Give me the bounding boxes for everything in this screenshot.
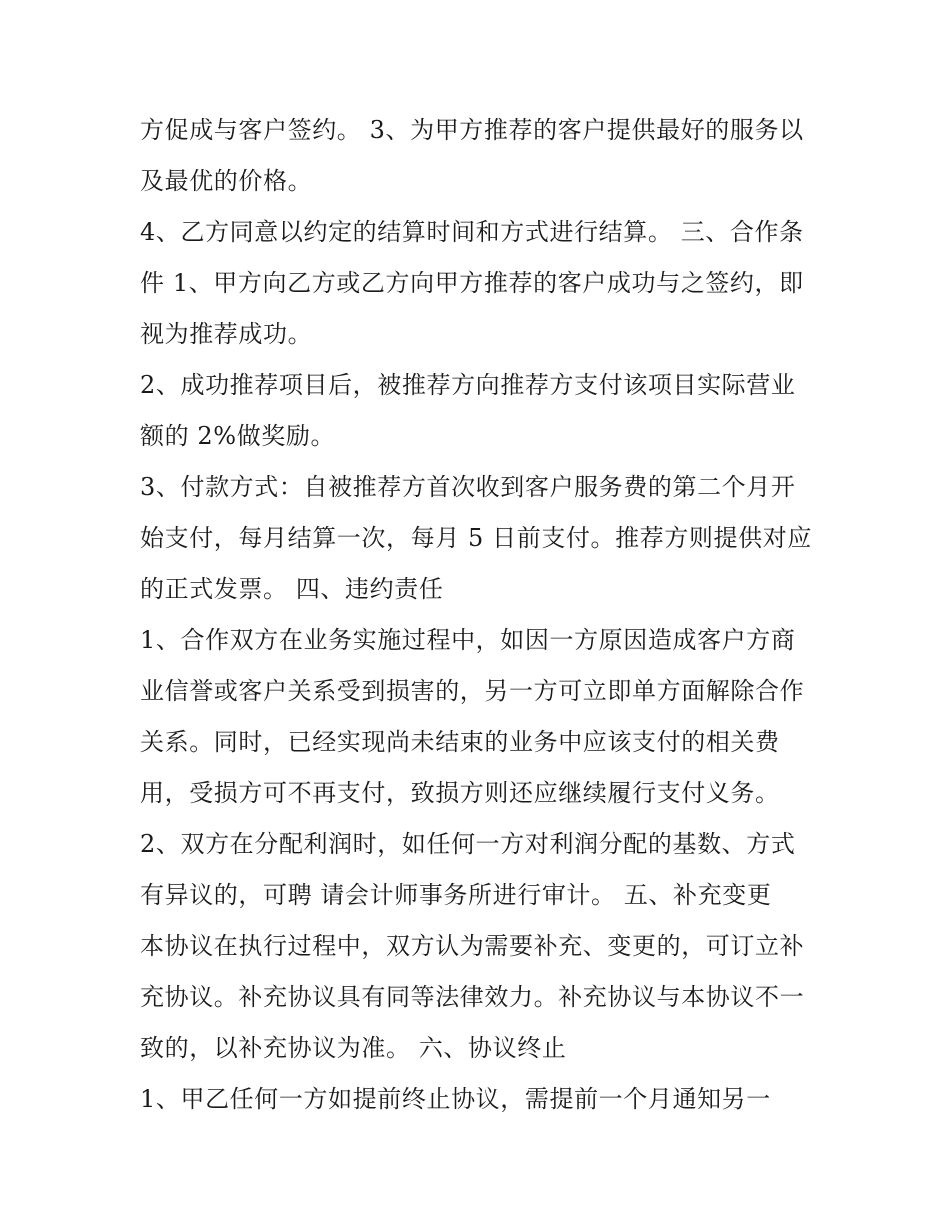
text-line: 2、成功推荐项目后，被推荐方向推荐方支付该项目实际营业 [140, 371, 796, 399]
text-line: 及最优的价格。 [140, 167, 313, 195]
text-line: 关系。同时，已经实现尚未结束的业务中应该支付的相关费 [140, 728, 780, 756]
text-line: 始支付，每月结算一次，每月 5 日前支付。推荐方则提供对应 [140, 524, 812, 552]
text-line: 业信誉或客户关系受到损害的，另一方可立即单方面解除合作 [140, 677, 805, 705]
text-line: 1、甲乙任何一方如提前终止协议，需提前一个月通知另一 [140, 1085, 771, 1113]
text-line: 的正式发票。 四、违约责任 [140, 575, 444, 603]
text-line: 件 1、甲方向乙方或乙方向甲方推荐的客户成功与之签约，即 [140, 269, 804, 297]
text-line: 2、双方在分配利润时，如任何一方对利润分配的基数、方式 [140, 830, 796, 858]
text-line: 视为推荐成功。 [140, 320, 313, 348]
text-line: 有异议的，可聘 请会计师事务所进行审计。 五、补充变更 [140, 881, 772, 909]
text-line: 方促成与客户签约。 3、为甲方推荐的客户提供最好的服务以 [140, 116, 804, 144]
text-line: 充协议。补充协议具有同等法律效力。补充协议与本协议不一 [140, 983, 805, 1011]
text-line: 4、乙方同意以约定的结算时间和方式进行结算。 三、合作条 [140, 218, 804, 246]
text-line: 本协议在执行过程中，双方认为需要补充、变更的，可订立补 [140, 932, 805, 960]
text-line: 1、合作双方在业务实施过程中，如因一方原因造成客户方商 [140, 626, 796, 654]
text-line: 3、付款方式：自被推荐方首次收到客户服务费的第二个月开 [140, 473, 796, 501]
text-line: 额的 2%做奖励。 [140, 422, 336, 450]
text-line: 用，受损方可不再支付，致损方则还应继续履行支付义务。 [140, 779, 780, 807]
text-line: 致的，以补充协议为准。 六、协议终止 [140, 1034, 567, 1062]
